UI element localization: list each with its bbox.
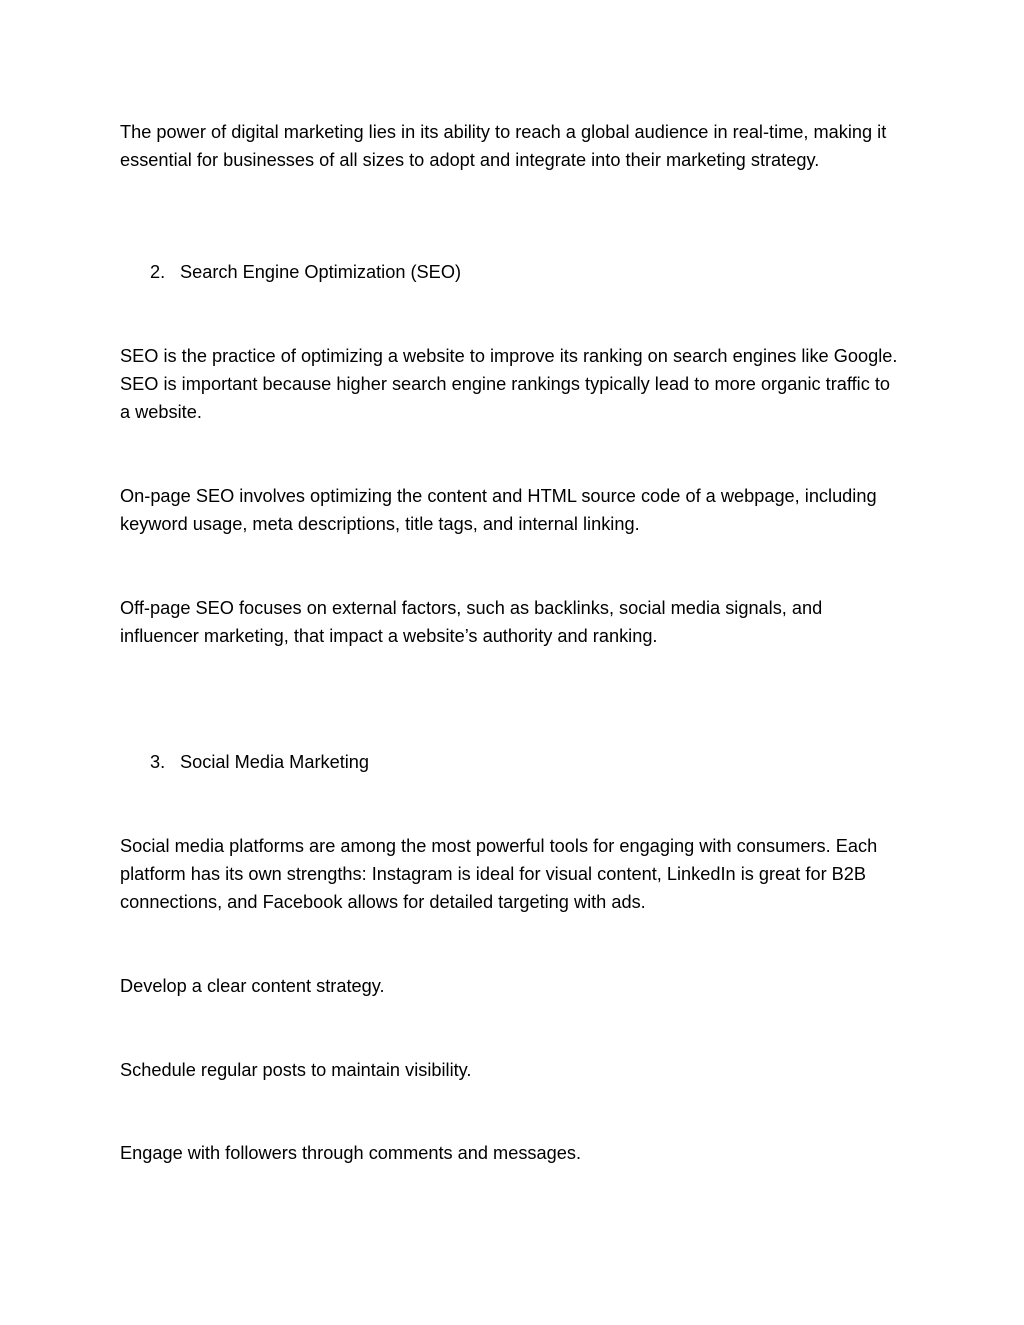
offpage-seo-paragraph: Off-page SEO focuses on external factors, such as backlinks, social media signals, and influencer marketing, that impact a website’s authority and ranking. xyxy=(120,598,823,647)
section-heading-social-media xyxy=(150,748,369,776)
section-title: Search Engine Optimization (SEO) xyxy=(180,262,462,282)
seo-paragraph: SEO is the practice of optimizing a website to improve its ranking on search engines like Google. SEO is important because higher search engine rankings typically lead to more organic traffic to a website. xyxy=(120,346,898,423)
content-strategy-paragraph: Develop a clear content strategy. xyxy=(120,976,385,996)
list-number: 2. xyxy=(150,262,166,282)
schedule-posts-paragraph: Schedule regular posts to maintain visibility. xyxy=(120,1060,472,1080)
list-number: 3. xyxy=(150,752,166,772)
engage-followers-paragraph: Engage with followers through comments and messages. xyxy=(120,1143,581,1163)
intro-paragraph: The power of digital marketing lies in its ability to reach a global audience in real-time, making it essential for businesses of all sizes to adopt and integrate into their marketing strategy. xyxy=(120,122,887,171)
social-media-paragraph: Social media platforms are among the most powerful tools for engaging with consumers. Each platform has its own strengths: Instagram is ideal for visual content, LinkedIn is great for B2B connections, and Facebook allows for detailed targeting with ads. xyxy=(120,836,878,913)
onpage-seo-paragraph: On-page SEO involves optimizing the content and HTML source code of a webpage, including keyword usage, meta descriptions, title tags, and internal linking. xyxy=(120,486,877,535)
section-title: Social Media Marketing xyxy=(180,752,370,772)
section-heading-seo xyxy=(150,258,461,286)
